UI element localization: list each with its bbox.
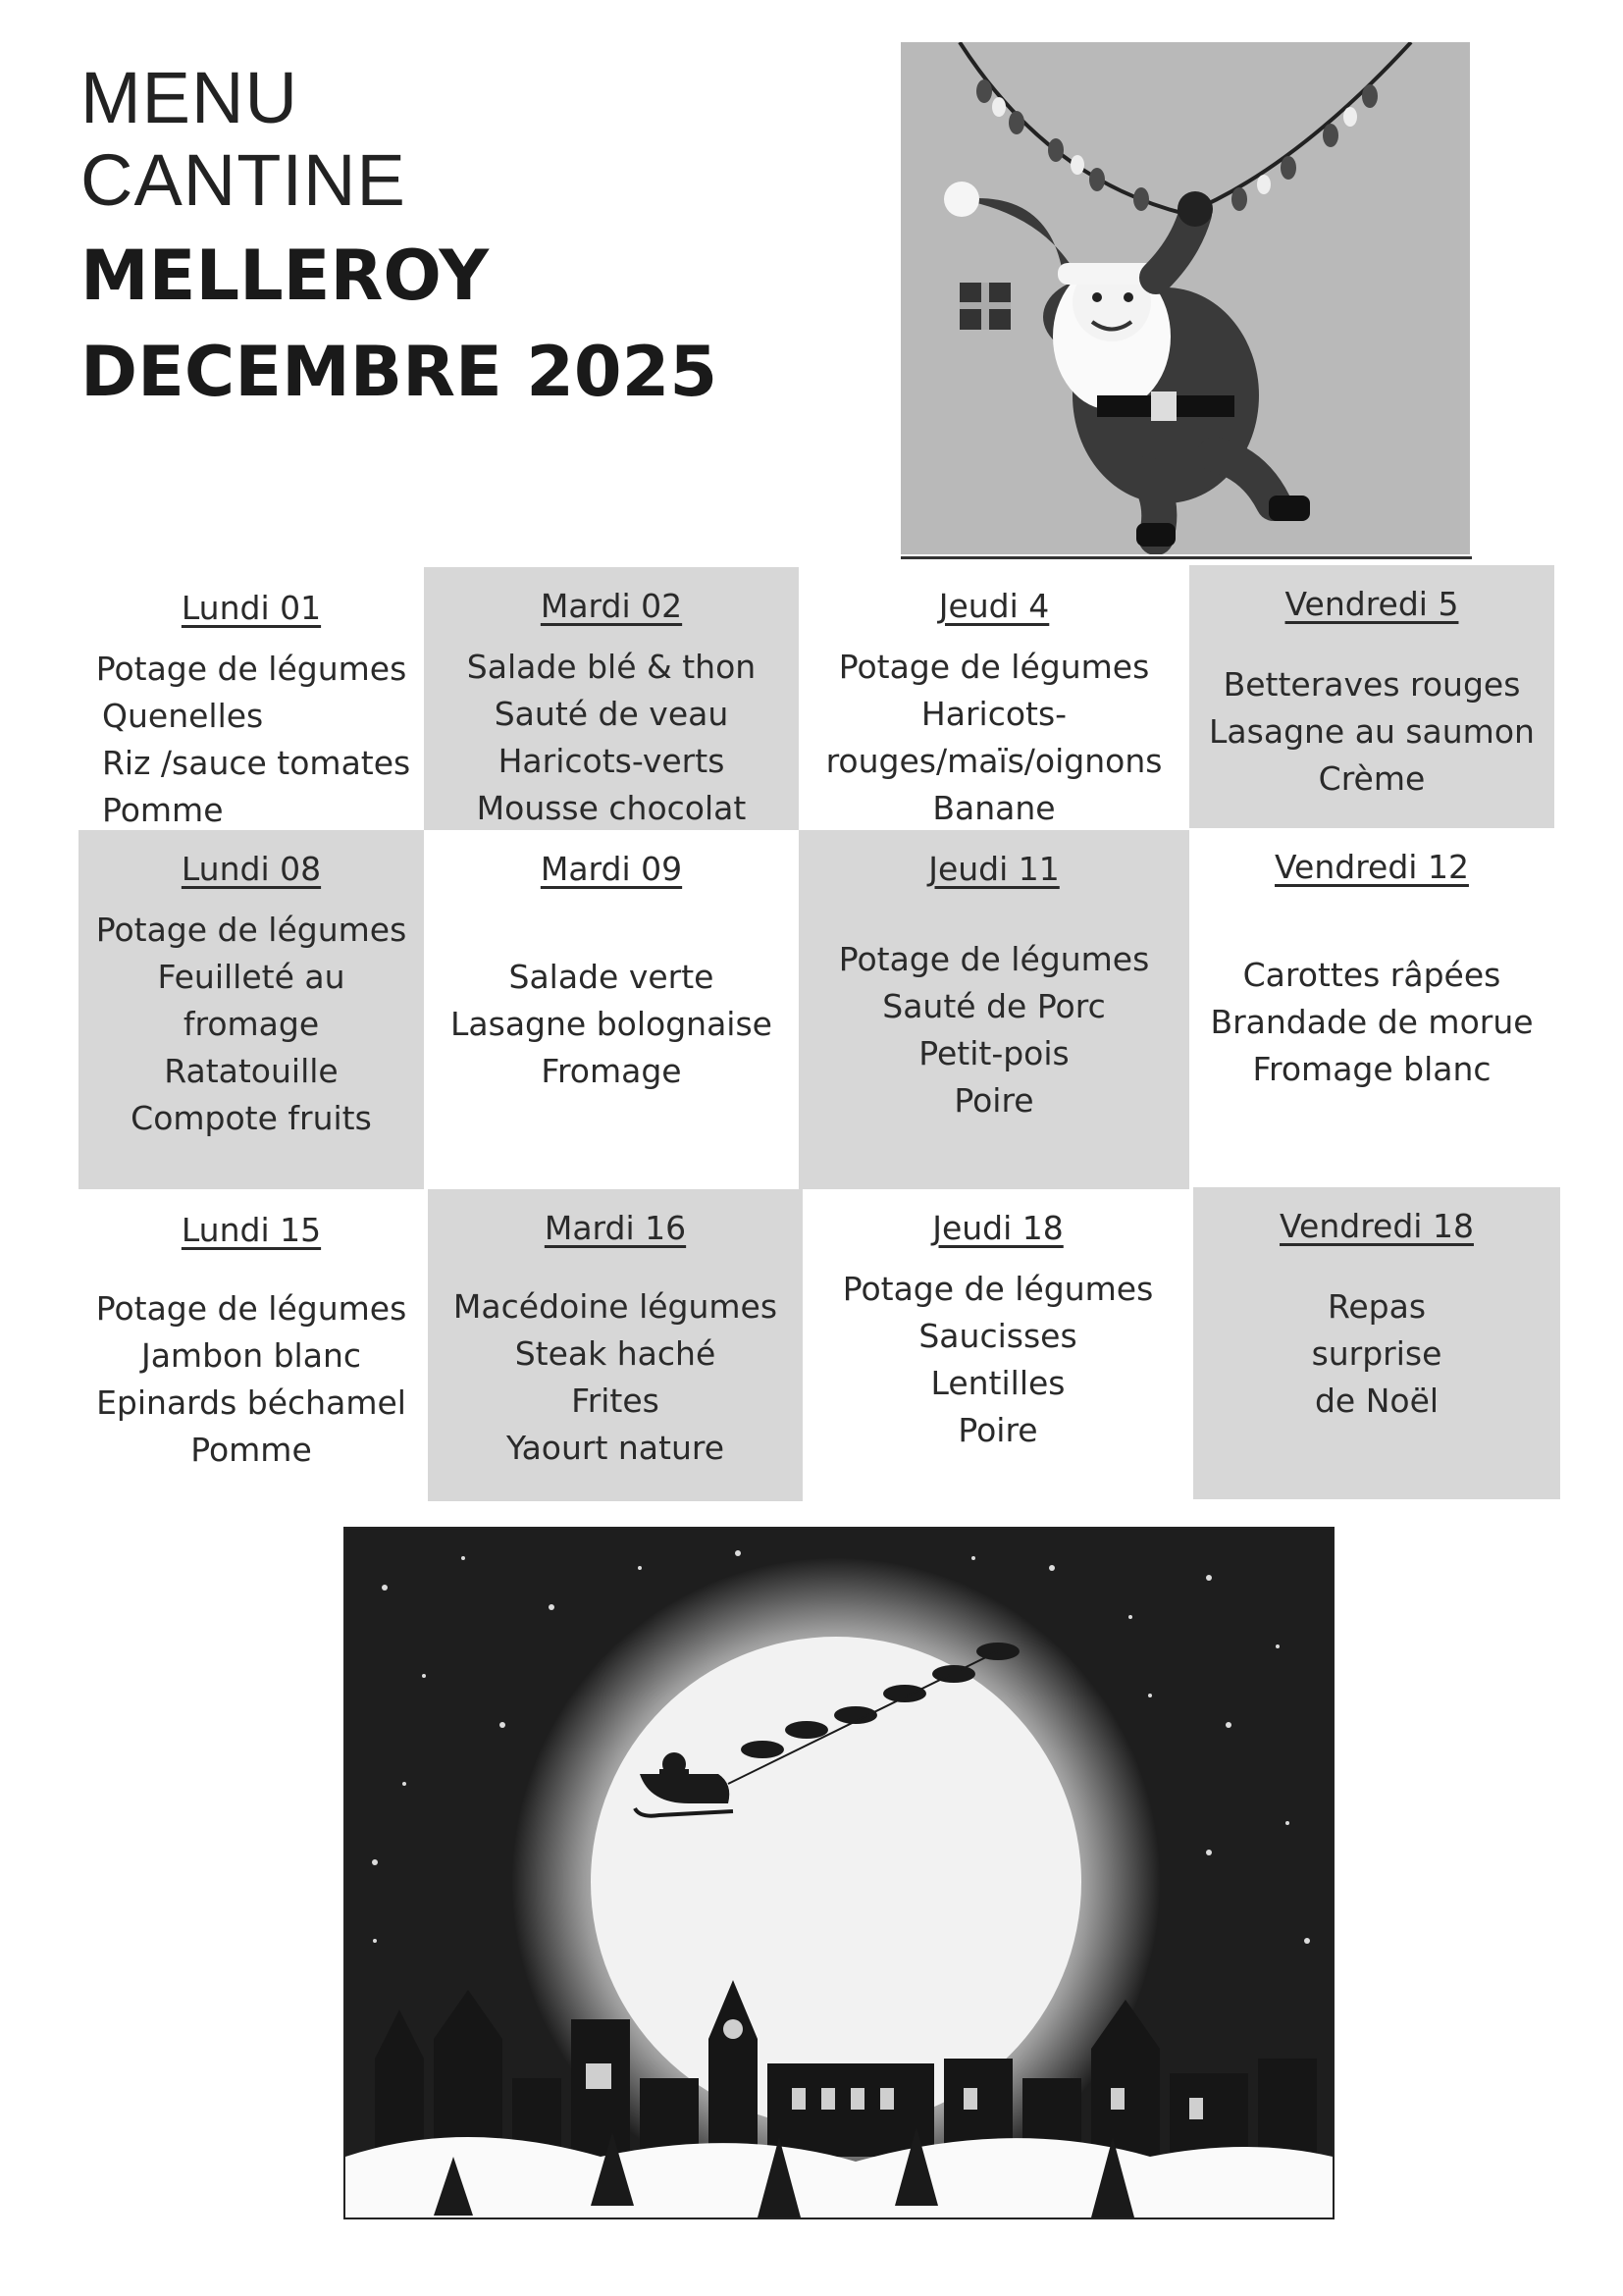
menu-item: Banane [932,789,1056,827]
menu-item: Mousse chocolat [476,789,747,827]
menu-item: de Noël [1314,1382,1440,1420]
menu-item: Haricots-verts [497,742,725,780]
menu-item: surprise [1311,1334,1442,1373]
santa-sleigh-moon-icon [345,1529,1333,2218]
day-label: Jeudi 18 [932,1209,1064,1247]
menu-cell-mardi-02 [424,567,799,830]
menu-item: Pomme [190,1431,312,1469]
title-town: MELLEROY [80,235,490,316]
day-label: Jeudi 4 [938,587,1050,625]
day-label: Jeudi 11 [928,850,1060,888]
menu-cell-jeudi-18 [803,1189,1193,1501]
title-month: DECEMBRE 2025 [80,332,718,412]
menu-item: Jambon blanc [140,1336,362,1375]
day-label: Lundi 08 [181,850,322,888]
menu-cell-lundi-08 [79,830,424,1189]
day-label: Mardi 09 [540,850,683,888]
menu-item: Epinards béchamel [96,1383,406,1422]
menu-item: Poire [958,1411,1038,1449]
menu-item: Potage de légumes [95,911,407,949]
day-label: Mardi 02 [540,587,683,625]
day-label: Lundi 01 [181,589,322,627]
menu-item: Brandade de morue [1210,1003,1534,1041]
menu-item: Ratatouille [164,1052,339,1090]
menu-item: Sauté de veau [494,695,729,733]
menu-item: fromage [183,1005,320,1043]
menu-item: Potage de légumes [842,1270,1154,1308]
menu-item: Riz /sauce tomates [102,744,411,782]
menu-item: Pomme [102,791,224,829]
menu-item: Potage de légumes [838,648,1150,686]
menu-item: Lentilles [930,1364,1066,1402]
day-label: Mardi 16 [544,1209,687,1247]
menu-item: Carottes râpées [1242,956,1501,994]
menu-item: Petit-pois [918,1034,1070,1072]
santa-underline [901,556,1472,559]
night-scene-illustration [343,1527,1335,2219]
menu-item: Repas [1327,1287,1427,1326]
menu-item: Yaourt nature [505,1429,725,1467]
menu-cell-jeudi-4 [799,567,1189,830]
day-label: Lundi 15 [181,1211,322,1249]
menu-item: Crème [1318,759,1426,798]
menu-cell-jeudi-11 [799,830,1189,1189]
menu-item: Poire [954,1081,1034,1120]
menu-cell-vendredi-5 [1189,565,1554,828]
menu-item: Quenelles [102,697,264,735]
day-label: Vendredi 12 [1275,848,1469,886]
menu-cell-lundi-15 [79,1191,424,1486]
day-label: Vendredi 18 [1280,1207,1474,1245]
menu-item: Macédoine légumes [452,1287,778,1326]
menu-item: Lasagne bolognaise [450,1005,772,1043]
title-menu: MENU [80,57,298,138]
menu-item: Potage de légumes [838,940,1150,978]
menu-cell-lundi-01 [79,569,424,829]
menu-item: Salade blé & thon [466,648,757,686]
menu-item: Fromage blanc [1252,1050,1492,1088]
menu-item: Potage de légumes [95,1289,407,1328]
menu-title [80,57,826,420]
menu-item: rouges/maïs/oignons [825,742,1163,780]
menu-item: Feuilleté au [157,958,345,996]
menu-item: Lasagne au saumon [1209,712,1535,751]
menu-cell-vendredi-18 [1193,1187,1560,1499]
santa-icon [901,42,1470,554]
title-cantine: CANTINE [80,139,406,221]
menu-cell-mardi-16 [428,1189,803,1501]
menu-item: Haricots- [920,695,1068,733]
day-label: Vendredi 5 [1284,585,1459,623]
menu-item: Salade verte [508,958,714,996]
menu-item: Steak haché [514,1334,716,1373]
menu-item: Sauté de Porc [882,987,1106,1025]
menu-item: Fromage [541,1052,682,1090]
menu-item: Frites [571,1382,659,1420]
santa-illustration [901,42,1470,554]
menu-item: Saucisses [918,1317,1077,1355]
menu-item: Compote fruits [131,1099,372,1137]
menu-cell-mardi-09 [424,830,799,1189]
menu-cell-vendredi-12 [1189,828,1554,1187]
menu-item: Betteraves rouges [1223,665,1521,704]
menu-item: Potage de légumes [95,650,407,688]
